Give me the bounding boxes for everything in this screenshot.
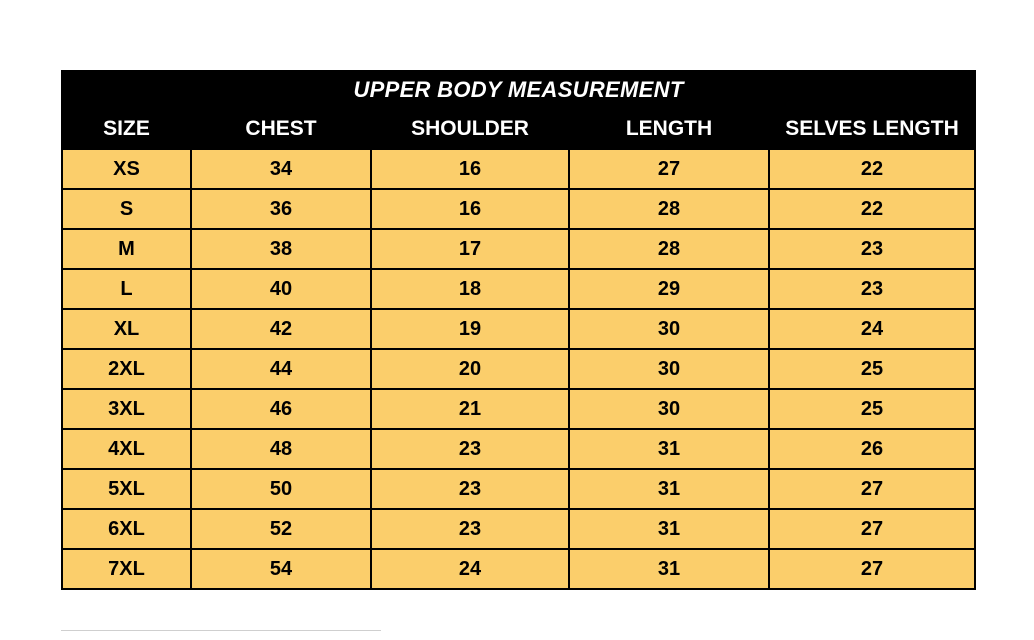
cell-size: XS (62, 149, 191, 189)
size-chart-table (61, 70, 976, 590)
table-row (62, 389, 975, 429)
cell-selves-length: 26 (769, 429, 975, 469)
cell-selves-length: 22 (769, 189, 975, 229)
cell-size: S (62, 189, 191, 229)
table-row (62, 429, 975, 469)
table-row (62, 349, 975, 389)
cell-shoulder: 24 (371, 549, 569, 589)
column-header-chest: CHEST (191, 109, 371, 149)
size-chart-body (62, 149, 975, 589)
cell-length: 27 (569, 149, 769, 189)
cell-size: L (62, 269, 191, 309)
cell-length: 31 (569, 549, 769, 589)
column-header-size: SIZE (62, 109, 191, 149)
cell-size: 7XL (62, 549, 191, 589)
cell-chest: 50 (191, 469, 371, 509)
table-row (62, 149, 975, 189)
table-row (62, 469, 975, 509)
table-row (62, 309, 975, 349)
table-row (62, 269, 975, 309)
cell-chest: 40 (191, 269, 371, 309)
table-title: UPPER BODY MEASUREMENT (62, 71, 975, 109)
cell-length: 31 (569, 509, 769, 549)
cell-length: 30 (569, 309, 769, 349)
table-row (62, 229, 975, 269)
cell-size: 2XL (62, 349, 191, 389)
cell-shoulder: 23 (371, 469, 569, 509)
column-header-row (62, 109, 975, 149)
cell-chest: 46 (191, 389, 371, 429)
cell-chest: 42 (191, 309, 371, 349)
cell-shoulder: 23 (371, 429, 569, 469)
cell-chest: 36 (191, 189, 371, 229)
cell-selves-length: 25 (769, 389, 975, 429)
cell-size: M (62, 229, 191, 269)
cell-selves-length: 27 (769, 549, 975, 589)
cell-chest: 34 (191, 149, 371, 189)
table-row (62, 189, 975, 229)
cell-length: 31 (569, 469, 769, 509)
cell-shoulder: 16 (371, 149, 569, 189)
cell-chest: 44 (191, 349, 371, 389)
title-row (62, 71, 975, 109)
cell-shoulder: 23 (371, 509, 569, 549)
cell-length: 30 (569, 389, 769, 429)
cell-size: 4XL (62, 429, 191, 469)
cell-selves-length: 24 (769, 309, 975, 349)
cell-selves-length: 27 (769, 469, 975, 509)
cell-length: 28 (569, 229, 769, 269)
table-row (62, 549, 975, 589)
page-divider (61, 630, 381, 631)
column-header-length: LENGTH (569, 109, 769, 149)
cell-shoulder: 19 (371, 309, 569, 349)
column-header-selves-length: SELVES LENGTH (769, 109, 975, 149)
cell-length: 31 (569, 429, 769, 469)
cell-size: 5XL (62, 469, 191, 509)
cell-length: 30 (569, 349, 769, 389)
cell-selves-length: 23 (769, 229, 975, 269)
cell-length: 29 (569, 269, 769, 309)
cell-shoulder: 17 (371, 229, 569, 269)
cell-chest: 52 (191, 509, 371, 549)
cell-shoulder: 21 (371, 389, 569, 429)
cell-size: 3XL (62, 389, 191, 429)
cell-selves-length: 23 (769, 269, 975, 309)
cell-chest: 54 (191, 549, 371, 589)
table-row (62, 509, 975, 549)
cell-shoulder: 18 (371, 269, 569, 309)
size-chart-container (61, 70, 974, 590)
cell-size: XL (62, 309, 191, 349)
cell-chest: 38 (191, 229, 371, 269)
cell-shoulder: 20 (371, 349, 569, 389)
cell-selves-length: 22 (769, 149, 975, 189)
column-header-shoulder: SHOULDER (371, 109, 569, 149)
cell-chest: 48 (191, 429, 371, 469)
cell-selves-length: 27 (769, 509, 975, 549)
cell-shoulder: 16 (371, 189, 569, 229)
cell-selves-length: 25 (769, 349, 975, 389)
cell-size: 6XL (62, 509, 191, 549)
cell-length: 28 (569, 189, 769, 229)
